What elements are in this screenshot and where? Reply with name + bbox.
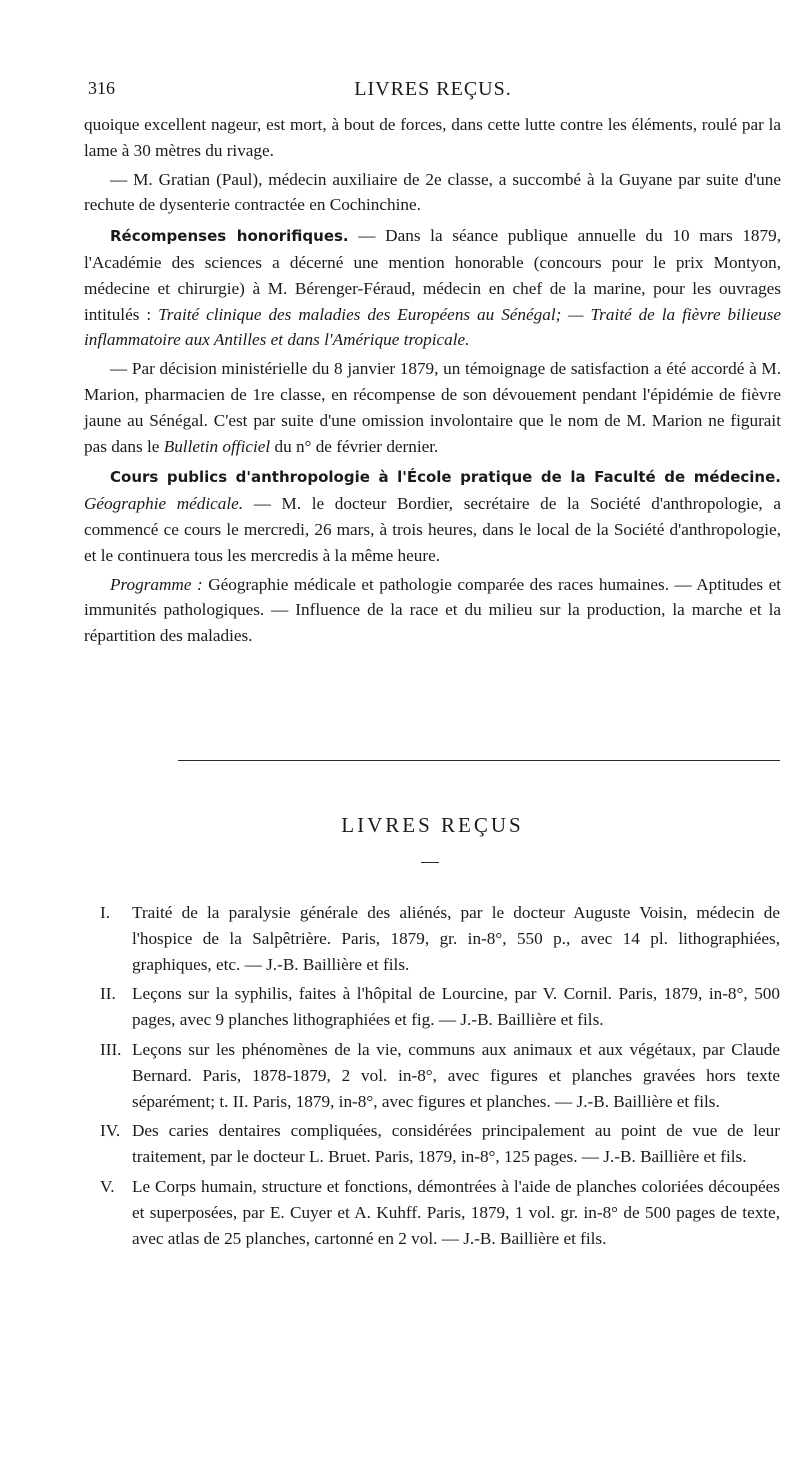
bulletin-title: Bulletin officiel	[163, 436, 271, 456]
book-entry: Des caries dentaires compliquées, considérées principalement au point de vue de leur traitement, par le docteur L. Bruet. Paris, 1879, in-8°, 125 pages. — J.-B. Baillière et fils.	[132, 1121, 780, 1167]
paragraph-marion	[84, 356, 781, 459]
book-number: IV.	[100, 1121, 121, 1141]
cours-heading: Cours publics d'anthropologie à l'École pratique de la Faculté de médecine.	[110, 468, 781, 487]
list-item	[100, 1037, 780, 1114]
title-dash	[421, 862, 439, 863]
paragraph-recompenses	[84, 223, 781, 353]
paragraph-programme	[84, 572, 781, 649]
paragraph-obituary-continued: quoique excellent nageur, est mort, à bout de forces, dans cette lutte contre les éléments, roulé par la lame à 30 mètres du rivage.	[84, 115, 781, 160]
running-title: LIVRES REÇUS.	[354, 78, 512, 100]
list-item	[100, 1174, 780, 1251]
book-number: II.	[100, 984, 116, 1004]
book-entry: Leçons sur les phénomènes de la vie, communs aux animaux et aux végétaux, par Claude Bernard. Paris, 1878-1879, 2 vol. in-8°, avec figures et planches gravées hors texte séparément; t. II. Paris, 1879, in-8°, avec figures et planches. — J.-B. Baillière et fils.	[132, 1039, 780, 1111]
paragraph-obituary-gratian: — M. Gratian (Paul), médecin auxiliaire de 2e classe, a succombé à la Guyane par suite d'une rechute de dysenterie contractée en Cochinchine.	[84, 169, 781, 215]
book-list	[100, 900, 780, 1255]
marion-text-end: du n° de février dernier.	[270, 436, 439, 456]
paragraph-cours	[84, 464, 781, 568]
book-entry: Le Corps humain, structure et fonctions, démontrées à l'aide de planches coloriées découpées et superposées, par E. Cuyer et A. Kuhff. Paris, 1879, 1 vol. gr. in-8° de 500 pages de texte, avec atlas de 25 planches, cartonné en 2 vol. — J.-B. Baillière et fils.	[132, 1176, 780, 1248]
book-number: III.	[100, 1039, 122, 1059]
book-number: V.	[100, 1176, 115, 1196]
book-entry: Leçons sur la syphilis, faites à l'hôpital de Lourcine, par V. Cornil. Paris, 1879, in-8°, 500 pages, avec 9 planches lithographiées et fig. — J.-B. Baillière et fils.	[132, 984, 780, 1030]
page-number: 316	[88, 78, 115, 98]
section-title: LIVRES REÇUS	[341, 813, 524, 837]
running-head	[88, 78, 778, 108]
list-item	[100, 1118, 780, 1170]
recompenses-heading: Récompenses honorifiques.	[110, 227, 349, 246]
marion-text: — Par décision ministérielle du 8 janvier 1879, un témoignage de satisfaction a été accordé à M. Marion, pharmacien de 1re classe, en récompense de son dévouement pendant l'épidémie de fièvre jaune au Sénégal. C'est par suite d'une omission involontaire que le nom de M. Marion ne figurait pas dans le	[84, 359, 781, 456]
cours-subject: Géographie médicale.	[84, 494, 244, 514]
news-section	[84, 112, 781, 649]
recompenses-titles: Traité clinique des maladies des Européens au Sénégal; — Traité de la fièvre bilieuse inflammatoire aux Antilles et dans l'Amérique tropicale.	[84, 304, 782, 350]
programme-label: Programme :	[110, 574, 203, 594]
section-divider	[178, 760, 780, 761]
list-item	[100, 900, 780, 977]
cours-text: — M. le docteur Bordier, secrétaire de la Société d'anthropologie, a commencé ce cours le mercredi, 26 mars, à trois heures, dans le local de la Société d'anthropologie, et le continuera tous les mercredis à la même heure.	[84, 494, 781, 565]
book-entry: Traité de la paralysie générale des aliénés, par le docteur Auguste Voisin, médecin de l'hospice de la Salpêtrière. Paris, 1879, gr. in-8°, 550 p., avec 14 pl. lithographiées, graphiques, etc. — J.-B. Baillière et fils.	[132, 903, 780, 974]
book-number: I.	[100, 903, 111, 922]
list-item	[100, 981, 780, 1033]
programme-text: Géographie médicale et pathologie comparée des races humaines. — Aptitudes et immunités pathologiques. — Influence de la race et du milieu sur la production, la marche et la répartition des maladies.	[84, 574, 781, 646]
recompenses-text: — Dans la séance publique annuelle du 10 mars 1879, l'Académie des sciences a décerné une mention honorable (concours pour le prix Montyon, médecine et chirurgie) à M. Bérenger-Féraud, médecin en chef de la marine, pour les ouvrages intitulés :	[84, 226, 781, 324]
